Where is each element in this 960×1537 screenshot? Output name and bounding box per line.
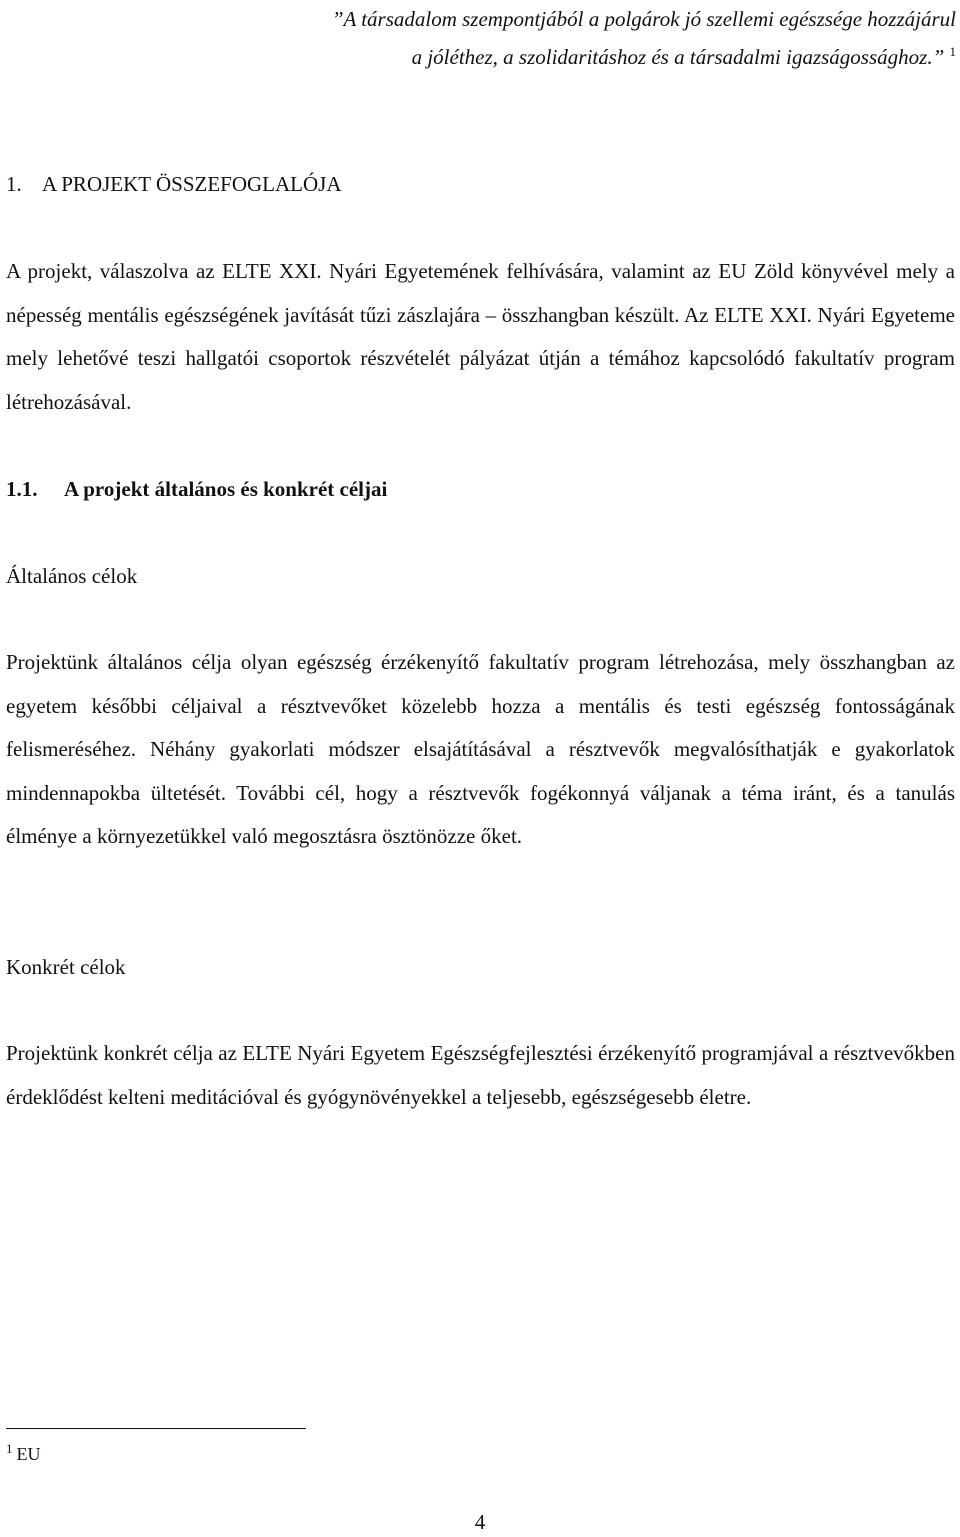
motto-line-2-text: a jóléthez, a szolidaritáshoz és a társadalmi igazságossághoz.” bbox=[411, 45, 945, 69]
specific-goals-paragraph: Projektünk konkrét célja az ELTE Nyári Egyetem Egészségfejlesztési érzékenyítő programjával a résztvevőkben érdeklődést kelteni meditációval és gyógynövényekkel a teljesebb, egészségesebb életre. bbox=[6, 1041, 955, 1109]
specific-goals-heading: Konkrét célok bbox=[6, 955, 126, 979]
footnote-text: EU bbox=[16, 1444, 41, 1464]
section-heading-1 bbox=[6, 167, 342, 201]
subsection-number: 1.1. bbox=[6, 477, 38, 501]
section-title: A PROJEKT ÖSSZEFOGLALÓJA bbox=[42, 172, 342, 196]
motto-line-2 bbox=[332, 38, 956, 76]
motto-quote bbox=[332, 0, 956, 76]
summary-paragraph: A projekt, válaszolva az ELTE XXI. Nyári Egyetemének felhívására, valamint az EU Zöld könyvével mely a népesség mentális egészségének javítását tűzi zászlajára – összhangban készült. Az ELTE XXI. Nyári Egyeteme mely lehetővé teszi hallgatói csoportok részvételét pályázat útján a témához kapcsolódó fakultatív program létrehozásával. bbox=[6, 259, 955, 414]
footnote-number: 1 bbox=[6, 1441, 13, 1456]
page-number: 4 bbox=[474, 1510, 486, 1534]
footnote-separator bbox=[6, 1428, 306, 1429]
motto-line-1: ”A társadalom szempontjából a polgárok jó szellemi egészsége hozzájárul bbox=[331, 7, 956, 31]
subsection-title: A projekt általános és konkrét céljai bbox=[64, 477, 388, 501]
motto-footnote-ref[interactable]: 1 bbox=[949, 44, 956, 59]
general-goals-heading: Általános célok bbox=[6, 564, 138, 588]
footnote bbox=[6, 1437, 41, 1471]
section-number: 1. bbox=[6, 172, 22, 196]
subsection-heading-1-1 bbox=[6, 471, 387, 507]
general-goals-paragraph: Projektünk általános célja olyan egészség érzékenyítő fakultatív program létrehozása, mely összhangban az egyetem későbbi céljaival a résztvevőket közelebb hozza a mentális és testi egészség fontosságának felismeréséhez. Néhány gyakorlati módszer elsajátításával a résztvevők megvalósíthatják e gyakorlatok mindennapokba ültetését. További cél, hogy a résztvevők fogékonnyá váljanak a téma iránt, és a tanulás élménye a környezetükkel való megosztásra ösztönözze őket. bbox=[6, 650, 955, 848]
